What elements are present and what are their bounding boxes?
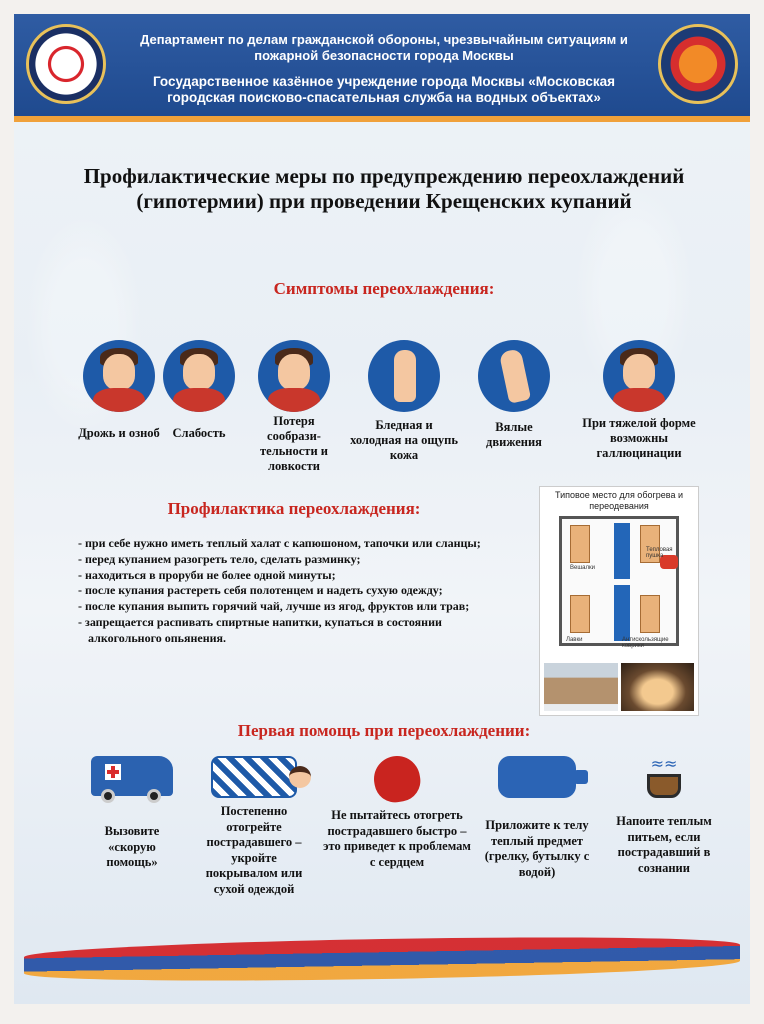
- mat: [614, 585, 630, 641]
- aid-label: Вызовите «скорую помощь»: [104, 824, 160, 869]
- institution-name: Государственное казённое учреждение города Москвы «Московская городская поисково-спасательная служба на водных объектах»: [152, 74, 616, 105]
- weak-person-icon: [163, 340, 235, 412]
- mats-label: Антискользящие коврики: [622, 637, 669, 649]
- hot-drink-icon: ≈≈: [644, 756, 684, 802]
- page-title: Профилактические меры по предупреждению переохлаждений (гипотермии) при проведении Крещенских купаний: [83, 164, 685, 213]
- warming-tent-figure: [539, 486, 699, 716]
- tent-interior-photo: [621, 663, 695, 711]
- list-item: - находиться в проруби не более одной минуты;: [78, 567, 336, 582]
- symptom-label: При тяжелой форме возможны галлюцинации: [582, 416, 696, 460]
- symptoms-heading: Симптомы переохлаждения:: [273, 279, 495, 298]
- aid-label: Напоите теплым питьем, если пострадавший в сознании: [616, 814, 712, 875]
- mat: [614, 523, 630, 579]
- mchs-moscow-emblem-icon: [26, 24, 106, 104]
- rescue-emblem-icon: [658, 24, 738, 104]
- symptom-label: Дрожь и озноб: [78, 426, 160, 440]
- aid-label: Приложите к телу теплый предмет (грелку, бутылку с водой): [484, 818, 590, 879]
- prevention-heading: Профилактика переохлаждения:: [167, 499, 421, 518]
- symptom-label: Потеря сообрази-тельности и ловкости: [260, 414, 328, 473]
- hangers-label: Вешалки: [570, 565, 595, 571]
- bench: [570, 525, 590, 563]
- aid-item: [194, 756, 314, 897]
- header-banner: [14, 14, 750, 122]
- confused-person-icon: [258, 340, 330, 412]
- symptom-item: [574, 340, 704, 461]
- aid-item: [82, 756, 182, 871]
- aid-item: [599, 756, 729, 876]
- heart-icon: [370, 752, 423, 805]
- prevention-list: [76, 536, 496, 647]
- list-item: - при себе нужно иметь теплый халат с капюшоном, тапочки или сланцы;: [78, 536, 481, 550]
- symptom-item: [144, 340, 254, 441]
- heater-label: Тепловая пушка: [646, 547, 673, 559]
- tent-photos: [544, 663, 694, 711]
- first-aid-heading: Первая помощь при переохлаждении:: [237, 721, 531, 740]
- aid-item: [472, 756, 602, 880]
- figure-caption: Типовое место для обогрева и переодевания: [555, 490, 683, 511]
- limp-arm-icon: [478, 340, 550, 412]
- hallucination-person-icon: [603, 340, 675, 412]
- symptom-item: [459, 340, 569, 450]
- hot-water-bottle-icon: [498, 756, 576, 798]
- symptom-label: Бледная и холодная на ощупь кожа: [350, 418, 458, 462]
- aid-label: Не пытайтесь отогреть пострадавшего быстро – это приведет к проблемам с сердцем: [323, 808, 471, 869]
- blanket-icon: [211, 756, 297, 798]
- aid-item: [322, 756, 472, 870]
- aid-label: Постепенно отогрейте пострадавшего – укройте покрывалом или сухой одеждой: [205, 804, 303, 896]
- symptom-item: [239, 340, 349, 474]
- list-item: - перед купанием разогреть тело, сделать разминку;: [78, 551, 361, 566]
- symptom-label: Слабость: [172, 426, 226, 440]
- bench: [640, 595, 660, 633]
- benches-label: Лавки: [566, 637, 583, 643]
- list-item: - запрещается распивать спиртные напитки, купаться в состоянии алкогольного опьянения.: [78, 614, 442, 645]
- symptom-label: Вялые движения: [486, 420, 542, 449]
- symptom-item: [349, 340, 459, 463]
- bench: [570, 595, 590, 633]
- st-george-ribbon: [24, 933, 740, 985]
- tent-exterior-photo: [544, 663, 618, 711]
- tent-floorplan: [559, 516, 679, 649]
- pale-hand-icon: [368, 340, 440, 412]
- ambulance-icon: [91, 756, 173, 796]
- list-item: - после купания выпить горячий чай, лучше из ягод, фруктов или трав;: [78, 599, 470, 614]
- list-item: - после купания растереть себя полотенцем и надеть сухую одежду;: [78, 583, 443, 598]
- department-name: Департамент по делам гражданской обороны, чрезвычайным ситуациям и пожарной безопасности города Москвы: [140, 32, 628, 63]
- poster: [14, 14, 750, 1004]
